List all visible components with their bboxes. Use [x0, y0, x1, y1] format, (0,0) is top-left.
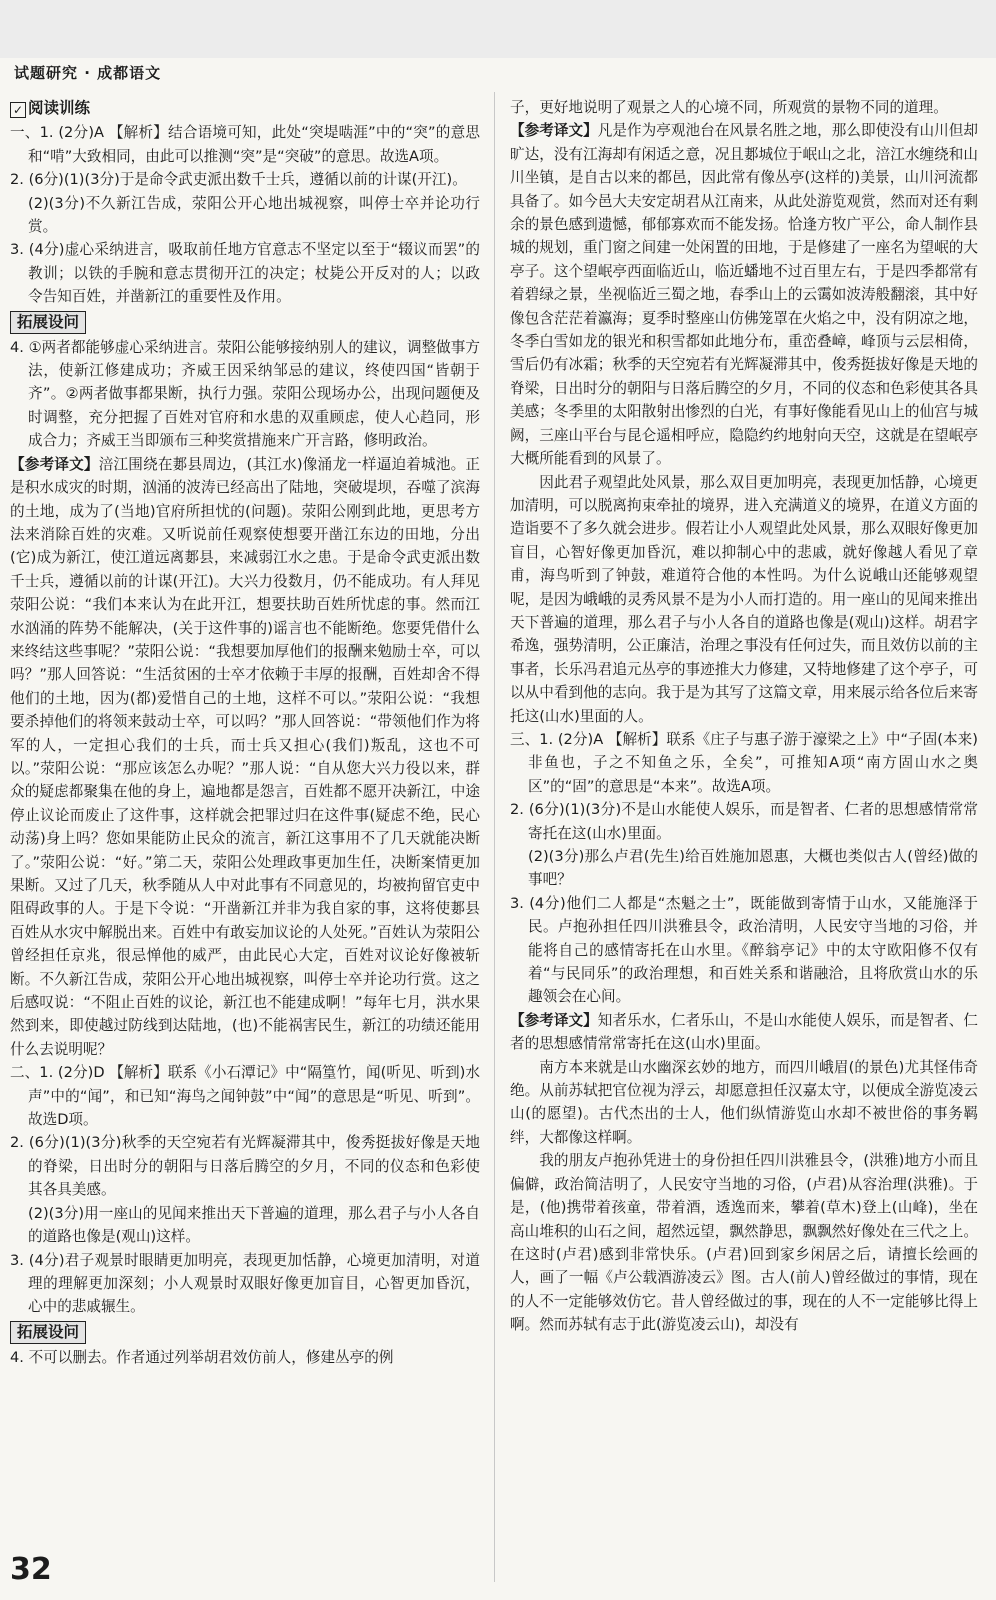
answer-3-1: 三、1. (2分)A 【解析】联系《庄子与惠子游于濠梁之上》中“子固(本来)非鱼也，子之不知鱼之乐，全矣”，可推知A项“南方固山水之奥区”的“固”的意思是“本来”。故选A项。 [510, 730, 978, 795]
answer-2-3: 3. (4分)君子观景时眼睛更加明亮，表现更加恬静，心境更加清明，对道理的理解更加深刻；小人观景时双眼好像更加盲目，心智更加昏沉，心中的悲戚辗生。 [10, 1251, 480, 1316]
translation-tag-2: 【参考译文】 [510, 122, 598, 140]
answer-3-2b: (2)(3分)那么卢君(先生)给百姓施加恩惠，大概也类似古人(曾经)做的事吧？ [528, 848, 978, 889]
answer-1-4: 4. ①两者都能够虚心采纳进言。荥阳公能够接纳别人的建议，调整做事方法，使新江修建成功；齐威王因采纳邹忌的建议，终使四国“皆朝于齐”。②两者做事都果断，执行力强。荥阳公现场办公，出现问题便及时调整，充分把握了百姓对官府和水患的双重顾虑，使人心趋同，形成合力；齐威王当即颁布三种奖赏措施来广开言路，修明政治。 [10, 338, 480, 450]
top-band [0, 0, 996, 58]
page-number: 32 [10, 1552, 52, 1587]
translation-1a: 涪江围绕在郪县周边，(其江水)像涌龙一样逼迫着城池。正是积水成灾的时期，汹涌的波涛已经高出了陆地，突破堤坝，吞噬了滨海的土地，成为了(当地)官府所担忧的(问题)。荥阳公刚到此地，更思考方法来消除百姓的灾难。又听说前任观察使想要开凿江东边的田地，分出(它)成为新江，使江道远离郪县，来减弱江水之患。于是命令武吏派出数千士兵，遵循以前的计谋(开江)。大兴力役数月，仍不能成功。有人拜见荥阳公说：“我们本来认为在此开江，想要扶助百姓所忧虑的事。然而江水汹涌的阵势不能解决，(关于这件事的)谣言也不能断绝。您要凭借什么来终结这些事呢？”荥阳公说：“我想要加厚他们的报酬来勉励士卒，可以吗？”那人回答说：“生活贫困的士卒才依赖于丰厚的报酬，百姓却舍不得他们的土地，因为(都)爱惜自己的土地，这样不可以。”荥阳公说：“我想要杀掉他们的将领来鼓动士卒，可以吗？”那人回答说：“带领他们作为将军的人，一定担心我们的士兵，而士兵又担心(我们)叛乱，这也不可以。”荥阳公说：“那应该怎么办呢？”那人说：“自从您大兴力役以来，群众的疑虑都聚集在他的身上，遍地都是怨言，百姓都不愿开决新江，中途停止议论而废止了这件事，这样就会把罪过归在这件事(疑虑不绝，民心动荡)身上吗？您如果能防止民众的流言，新江这事用不了几天就能决断了。”荥阳公说：“好。”第二天，荥阳公处理政事更加生任，决断案情更加果断。又过了几天，秋季随从人中对此事有不同意见的，均被拘留官吏中阻碍政事的人。于是下令说：“开凿新江并非为我自家的事，这将使郪县百姓从水灾中解脱出来。百姓中有敢妄加议论的人处死。”百姓认为荥阳公曾经担任京兆，很忌惮他的威严，由此民心大定，百姓对议论好像被斩断。不久新江告成，荥阳公开心地出城视察，叫停士卒并论功行赏。这之后感叹说：“不阻止百姓的议论，新江也不能建成啊！” [10, 455, 480, 1012]
answer-1-1: 一、1. (2分)A 【解析】结合语境可知，此处“突堤啮涯”中的“突”的意思和“啃”大致相同，由此可以推测“突”是“突破”的意思。故选A项。 [10, 124, 480, 165]
translation-3b: 南方本来就是山水幽深玄妙的地方，而四川峨眉(的景色)尤其怪伟奇绝。从前苏轼把官位视为浮云，却愿意担任汉嘉太守，以便成全游览凌云山(的愿望)。古代杰出的士人，他们纵情游览山水却不被世俗的事务羁绊，大都像这样啊。 [510, 1058, 978, 1146]
translation-1b: 每年七月，洪水果然到来，即使越过防线到达陆地，(也)不能祸害民生，新江的功绩还能用什么去说明呢？ [10, 994, 480, 1058]
answer-2-4-continued: 子，更好地说明了观景之人的心境不同，所观赏的景物不同的道理。 [510, 99, 948, 116]
translation-tag-3: 【参考译文】 [510, 1011, 598, 1029]
translation-2b: 因此君子观望此处风景，那么双目更加明亮，表现更加恬静，心境更加清明，可以脱离拘束牵扯的境界，进入充满道义的境界，在道义方面的造诣要不了多久就会进步。假若让小人观望此处风景，那么双眼好像更加盲目，心智好像更加昏沉，难以抑制心中的悲戚，就好像越人看见了章甫，海鸟听到了钟鼓，难道符合他的本性吗。为什么说峨山还能够观望呢，是因为峨峨的灵秀风景不是为小人而打造的。用一座山的见闻来推出天下普遍的道理，那么君子与小人各自的道路也像是(观山)这样。胡君字希逸，强势清明，公正廉洁，治理之事没有任何过失，而且效仿以前的主事者，长乐冯君追元丛亭的事迹推大力修建，又特地修建了这个亭子，可以从中看到他的志向。我于是为其写了这篇文章，用来展示给各位后来寄托这(山水)里面的人。 [510, 473, 978, 725]
answer-2-4: 4. 不可以删去。作者通过列举胡君效仿前人，修建丛亭的例 [10, 1348, 394, 1366]
extension-label-2: 拓展设问 [10, 1321, 86, 1344]
answer-2-1: 二、1. (2分)D 【解析】联系《小石潭记》中“隔篁竹，闻(听见、听到)水声”中的“闻”，和已知“海鸟之闻钟鼓”中“闻”的意思是“听见、听到”。故选D项。 [10, 1064, 480, 1129]
right-column [510, 96, 978, 1337]
translation-2a: 凡是作为亭观池台在风景名胜之地，那么即使没有山川但却旷达，没有江海却有闲适之意，况且郪城位于岷山之北，涪江水缠绕和山川坐镇，是自古以来的都邑，因此常有像丛亭(这样的)美景，山川河流都具备了。如今邑大夫安定胡君从江南来，从此处游览观赏，然而对还有剩余的景色感到遗憾，郁郁寡欢而不能发扬。恰逢方牧广平公，命人制作县城的规划，重门窗之间建一处闲置的田地，于是修建了一座名为望岷的大亭子。这个望岷亭西面临近山，临近蟠地不过百里左右，于是四季都常有着碧绿之景，坐视临近三蜀之地，春季山上的云霭如波涛般翻滚，其中好像包含茫茫着瀛海；夏季时整座山仿佛笼罩在火焰之中，没有阴凉之地，冬季白雪如龙的银光和积雪都如此地分布，重峦叠嶂，峰顶与云层相倚，雪后仍有冰霜；秋季的天空宛若有光辉凝滞其中，俊秀挺拔好像是天地的脊梁，日出时分的朝阳与日落后腾空的夕月，不同的仪态和色彩使其各具美感；冬季里的太阳散射出惨烈的白光，有事好像能看见山上的仙宫与城阙，三座山平台与昆仑遥相呼应，隐隐约约地射向天空，这就是在望岷亭大概所能看到的风景了。 [510, 122, 978, 468]
left-column [10, 96, 480, 1369]
translation-3c: 我的朋友卢抱孙凭进士的身份担任四川洪雅县令，(洪雅)地方小而且偏僻，政治简洁明了，人民安守当地的习俗，(卢君)从容治理(洪雅)。于是，(他)携带着孩童，带着酒，透逸而来，攀着(草木)登上(山峰)，坐在高山堆积的山石之间，超然远望，飘然静思，飘飘然好像处在三代之上。在这时(卢君)感到非常快乐。(卢君)回到家乡闲居之后，请擅长绘画的人，画了一幅《卢公载酒游凌云》图。古人(前人)曾经做过的事情，现在的人不一定能够效仿它。昔人曾经做过的事，现在的人不一定能够比得上啊。然而苏轼有志于此(游览凌云山)，却没有 [510, 1152, 978, 1334]
answer-1-2b: (2)(3分)不久新江告成，荥阳公开心地出城视察，叫停士卒并论功行赏。 [28, 194, 480, 236]
answer-2-2a: 2. (6分)(1)(3分)秋季的天空宛若有光辉凝滞其中，俊秀挺拔好像是天地的脊梁，日出时分的朝阳与日落后腾空的夕月，不同的仪态和色彩使其各具美感。 [10, 1134, 480, 1199]
translation-3a: 知者乐水，仁者乐山，不是山水能使人娱乐，而是智者、仁者的思想感情常常寄托在这(山水)里面。 [510, 1011, 978, 1053]
section-reading-label: 阅读训练 [28, 99, 91, 117]
extension-label-1: 拓展设问 [10, 311, 86, 334]
answer-1-3: 3. (4分)虚心采纳进言，吸取前任地方官意志不坚定以至于“辍议而罢”的教训；以铁的手腕和意志贯彻开江的决定；杖毙公开反对的人；以政令告知百姓，并凿新江的重要性及作用。 [10, 241, 480, 306]
section-reading [10, 97, 90, 120]
answer-3-3: 3. (4分)他们二人都是“杰魁之士”，既能做到寄情于山水，又能施泽于民。卢抱孙担任四川洪雅县令，政治清明，人民安守当地的习俗，并能将自己的感情寄托在山水里。《醉翁亭记》中的太守欧阳修不仅有着“与民同乐”的政治理想，和百姓关系和谐融洽，且将欣赏山水的乐趣领会在心间。 [510, 894, 978, 1006]
answer-1-2a: 2. (6分)(1)(3分)于是命令武吏派出数千士兵，遵循以前的计谋(开江)。 [10, 171, 467, 189]
check-icon: ✓ [10, 102, 26, 118]
column-divider [494, 92, 495, 1582]
answer-3-2a: 2. (6分)(1)(3分)不是山水能使人娱乐，而是智者、仁者的思想感情常常寄托在这(山水)里面。 [510, 801, 978, 842]
answer-2-2b: (2)(3分)用一座山的见闻来推出天下普遍的道理，那么君子与小人各自的道路也像是(观山)这样。 [28, 1204, 480, 1246]
page-header: 试题研究 · 成都语文 [14, 64, 162, 82]
translation-tag-1: 【参考译文】 [10, 455, 99, 473]
